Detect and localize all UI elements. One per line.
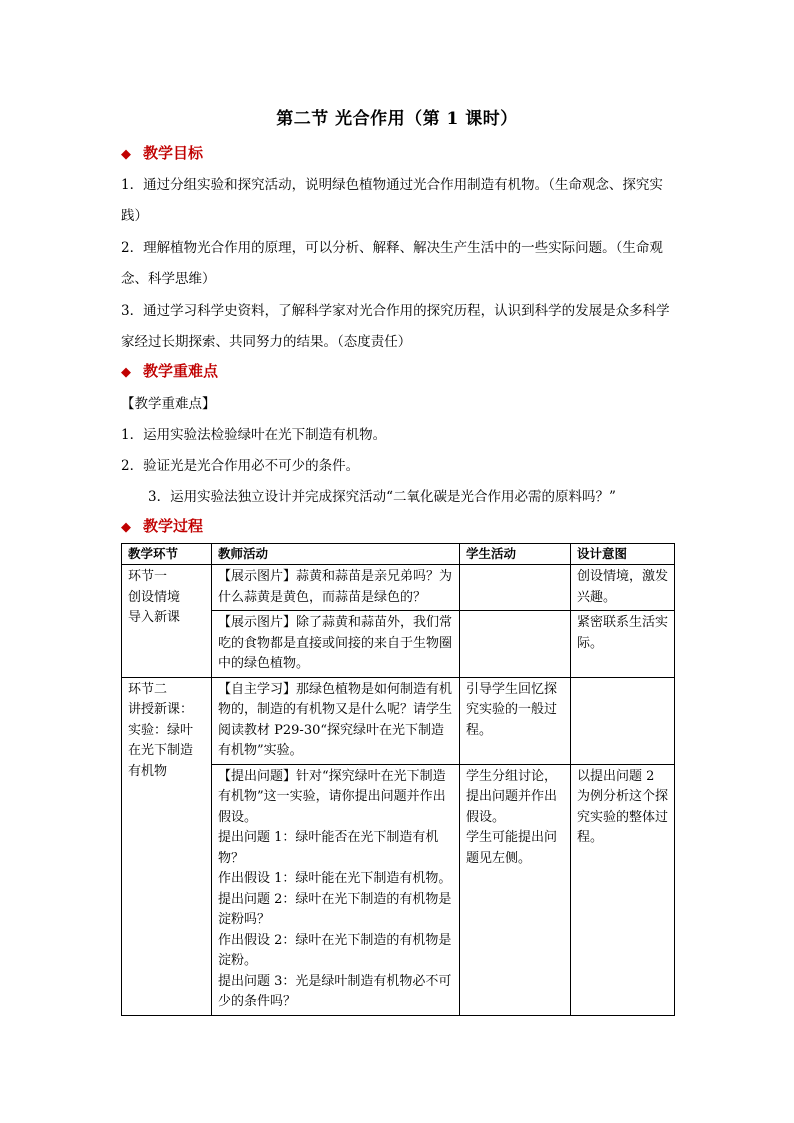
section-label: 教学重难点 (143, 362, 219, 380)
teacher-activity-cell (212, 764, 460, 1015)
diamond-bullet-icon: ◆ (121, 365, 131, 380)
teacher-line: 作出假设 2：绿叶在光下制造的有机物是淀粉。 (218, 932, 452, 968)
student-activity-cell: 引导学生回忆探究实验的一般过程。 (460, 677, 571, 764)
section-label: 教学过程 (143, 517, 204, 535)
goal-item-1: 1．通过分组实验和探究活动，说明绿色植物通过光合作用制造有机物。（生命观念、探究实践） (121, 177, 663, 224)
section-heading-keypoints (121, 360, 218, 382)
stage-line: 实验：绿叶 (128, 722, 194, 738)
keypoint-item-3: 3．运用实验法独立设计并完成探究活动“二氧化碳是光合作用必需的原料吗？” (148, 489, 616, 505)
student-activity-cell (460, 611, 571, 678)
page-title: 第二节 光合作用（第 1 课时） (276, 109, 518, 129)
teacher-activity-cell: 【展示图片】蒜黄和蒜苗是亲兄弟吗？为什么蒜黄是黄色，而蒜苗是绿色的？ (212, 565, 460, 611)
teaching-process-table (121, 543, 675, 1016)
keypoint-item-1: 1．运用实验法检验绿叶在光下制造有机物。 (121, 427, 387, 443)
stage-line: 导入新课 (128, 610, 181, 625)
stage-cell (122, 677, 212, 1015)
student-line: 学生可能提出问题见左侧。 (466, 830, 558, 866)
stage-line: 环节二 (128, 681, 168, 697)
diamond-bullet-icon: ◆ (121, 147, 131, 162)
design-intent-cell: 紧密联系生活实际。 (571, 611, 675, 678)
student-activity-cell (460, 764, 571, 1015)
teacher-activity-cell: 【展示图片】除了蒜黄和蒜苗外，我们常吃的食物都是直接或间接的来自于生物圈中的绿色植物。 (212, 611, 460, 678)
stage-line: 环节一 (128, 569, 168, 584)
stage-line: 有机物 (128, 763, 168, 779)
teacher-line: 【提出问题】针对“探究绿叶在光下制造有机物”这一实验，请你提出问题并作出假设。 (218, 768, 446, 825)
table-row (122, 677, 675, 764)
column-header: 教师活动 (212, 544, 460, 565)
teacher-line: 提出问题 2：绿叶在光下制造的有机物是淀粉吗？ (218, 891, 452, 927)
column-header: 学生活动 (460, 544, 571, 565)
design-intent-cell (571, 677, 675, 764)
student-line: 学生分组讨论，提出问题并作出假设。 (466, 768, 558, 825)
keypoint-item-2: 2．验证光是光合作用必不可少的条件。 (121, 458, 360, 474)
stage-cell (122, 565, 212, 678)
section-heading-goals (121, 142, 203, 164)
goal-item-2: 2．理解植物光合作用的原理，可以分析、解释、解决生产生活中的一些实际问题。（生命观念、科学思维） (121, 240, 663, 287)
student-activity-cell (460, 565, 571, 611)
table-row (122, 565, 675, 611)
table-header-row (122, 544, 675, 565)
teacher-line: 提出问题 3：光是绿叶制造有机物必不可少的条件吗？ (218, 973, 452, 1009)
section-heading-process (121, 515, 203, 537)
teacher-activity-cell: 【自主学习】那绿色植物是如何制造有机物的，制造的有机物又是什么呢？请学生阅读教材 P29-30“探究绿叶在光下制造有机物”实验。 (212, 677, 460, 764)
design-intent-cell: 创设情境，激发兴趣。 (571, 565, 675, 611)
teacher-line: 作出假设 1：绿叶能在光下制造有机物。 (218, 871, 452, 886)
diamond-bullet-icon: ◆ (121, 520, 131, 535)
stage-line: 在光下制造 (128, 743, 194, 758)
design-intent-cell: 以提出问题 2 为例分析这个探究实验的整体过程。 (571, 764, 675, 1015)
stage-line: 讲授新课： (128, 702, 194, 717)
teacher-line: 提出问题 1：绿叶能否在光下制造有机物？ (218, 830, 439, 866)
keypoints-header: 【教学重难点】 (121, 396, 216, 412)
goal-item-3: 3．通过学习科学史资料，了解科学家对光合作用的探究历程，认识到科学的发展是众多科学家经过长期探索、共同努力的结果。（态度责任） (121, 303, 670, 350)
stage-line: 创设情境 (128, 589, 181, 605)
column-header: 教学环节 (122, 544, 212, 565)
section-label: 教学目标 (143, 144, 204, 162)
column-header: 设计意图 (571, 544, 675, 565)
